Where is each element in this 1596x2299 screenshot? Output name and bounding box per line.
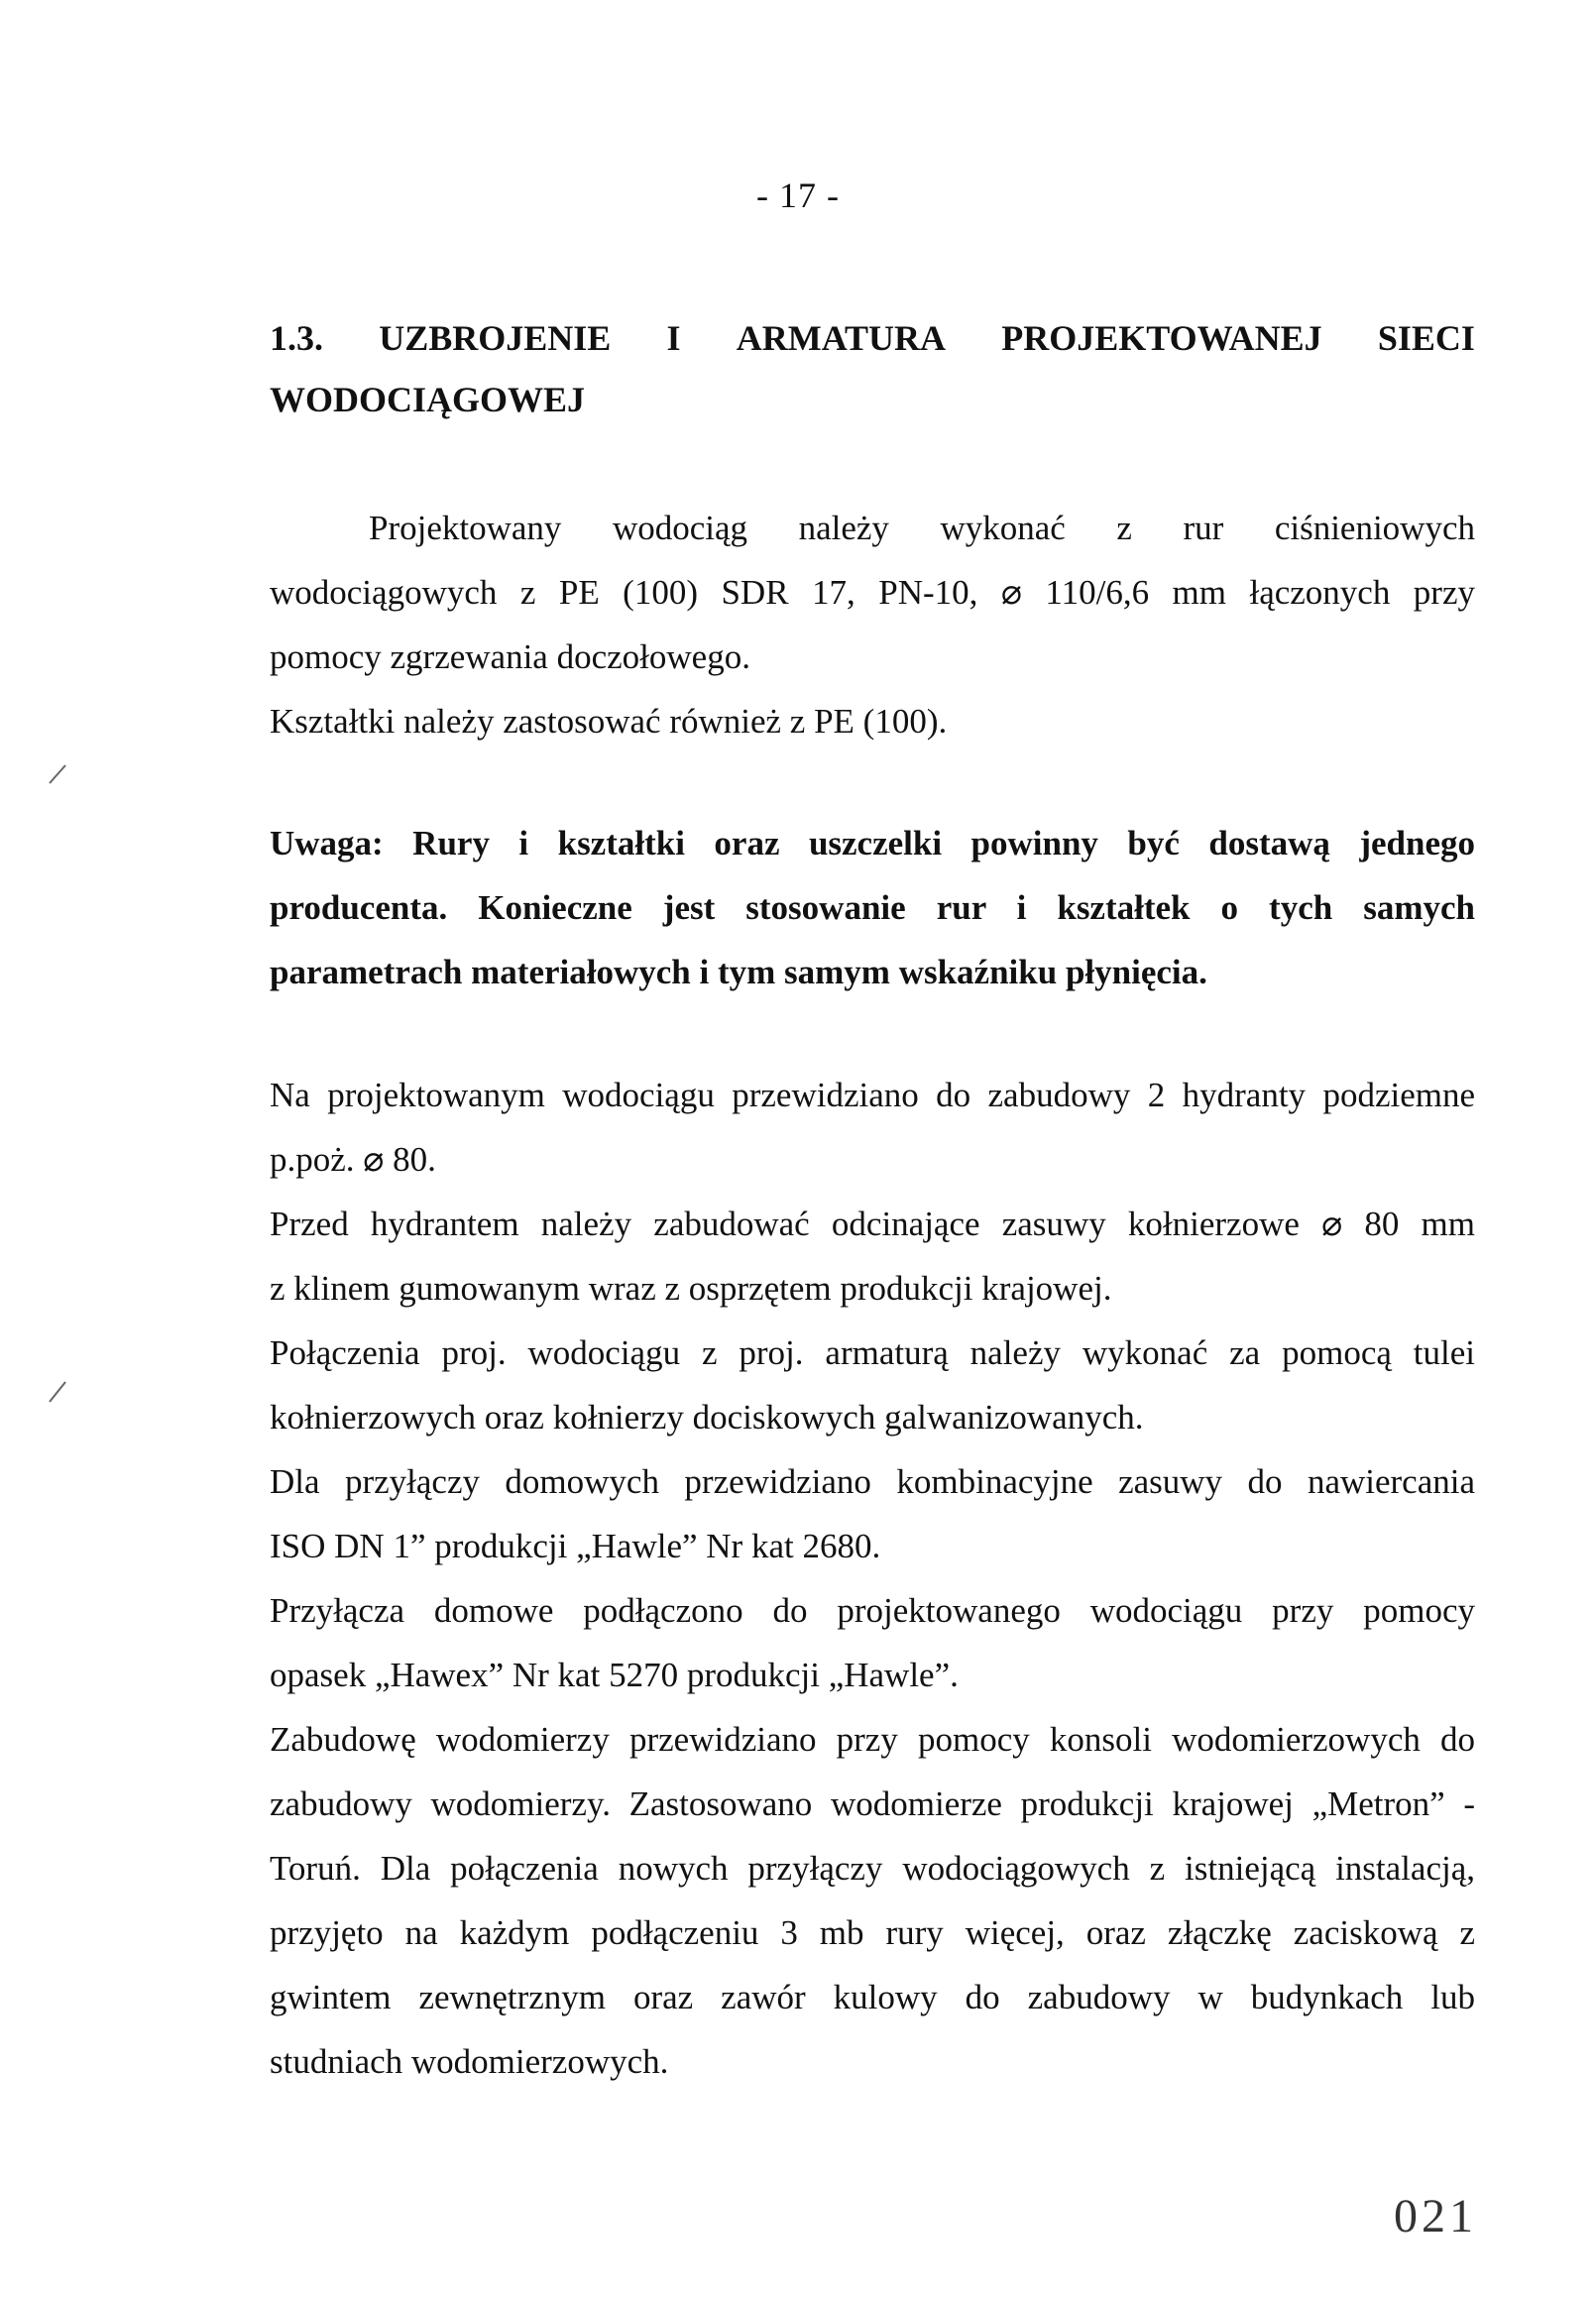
heading-word: SIECI [1377, 318, 1475, 358]
text-line: zabudowy wodomierzy. Zastosowano wodomierze produkcji krajowej „Metron” - [270, 1784, 1475, 1823]
text-line: ISO DN 1” produkcji „Hawle” Nr kat 2680. [270, 1527, 881, 1565]
paragraph-pipes [270, 496, 1475, 753]
heading-line-1 [270, 307, 1475, 369]
text-line: Zabudowę wodomierzy przewidziano przy pomocy konsoli wodomierzowych do [270, 1720, 1475, 1759]
text-line: Uwaga: Rury i kształtki oraz uszczelki powinny być dostawą jednego [270, 824, 1475, 862]
heading-number: 1.3. [270, 318, 323, 358]
text-line: Dla przyłączy domowych przewidziano kombinacyjne zasuwy do nawiercania [270, 1462, 1475, 1501]
text-line: z klinem gumowanym wraz z osprzętem produkcji krajowej. [270, 1269, 1112, 1308]
text-line: Przed hydrantem należy zabudować odcinające zasuwy kołnierzowe ⌀ 80 mm [270, 1205, 1475, 1243]
text-line: studniach wodomierzowych. [270, 2042, 669, 2081]
text-line: Przyłącza domowe podłączono do projektowanego wodociągu przy pomocy [270, 1591, 1475, 1630]
note-paragraph [270, 811, 1475, 1004]
scan-artifact-mark [48, 1380, 67, 1404]
text-line: parametrach materiałowych i tym samym wskaźniku płynięcia. [270, 953, 1207, 991]
heading-line-2: WODOCIĄGOWEJ [270, 380, 586, 419]
text-line: opasek „Hawex” Nr kat 5270 produkcji „Hawle”. [270, 1656, 959, 1694]
text-line: Na projektowanym wodociągu przewidziano do zabudowy 2 hydranty podziemne [270, 1076, 1475, 1114]
text-line: kołnierzowych oraz kołnierzy dociskowych galwanizowanych. [270, 1398, 1144, 1437]
heading-word: PROJEKTOWANEJ [1001, 318, 1322, 358]
heading-word: I [666, 318, 681, 358]
text-line: Toruń. Dla połączenia nowych przyłączy wodociągowych z istniejącą instalacją, [270, 1849, 1475, 1888]
text-line: Połączenia proj. wodociągu z proj. armaturą należy wykonać za pomocą tulei [270, 1333, 1475, 1372]
text-line: gwintem zewnętrznym oraz zawór kulowy do zabudowy w budynkach lub [270, 1978, 1475, 2016]
text-line: Kształtki należy zastosować również z PE (100). [270, 702, 948, 741]
paragraph-fittings [270, 1063, 1475, 2094]
page-number: - 17 - [756, 175, 840, 215]
text-line: p.poż. ⌀ 80. [270, 1140, 436, 1179]
stamp-page-number: 021 [1394, 2190, 1477, 2242]
text-line: producenta. Konieczne jest stosowanie rur i kształtek o tych samych [270, 888, 1475, 927]
section-heading [270, 307, 1475, 430]
heading-word: ARMATURA [736, 318, 947, 358]
text-line: pomocy zgrzewania doczołowego. [270, 637, 750, 676]
text-line: wodociągowych z PE (100) SDR 17, PN-10, ⌀ 110/6,6 mm łączonych przy [270, 573, 1475, 612]
text-line: przyjęto na każdym podłączeniu 3 mb rury więcej, oraz złączkę zaciskową z [270, 1913, 1475, 1952]
text-line: Projektowany wodociąg należy wykonać z rur ciśnieniowych [369, 509, 1475, 547]
heading-word: UZBROJENIE [379, 318, 612, 358]
scan-artifact-mark [48, 763, 67, 785]
